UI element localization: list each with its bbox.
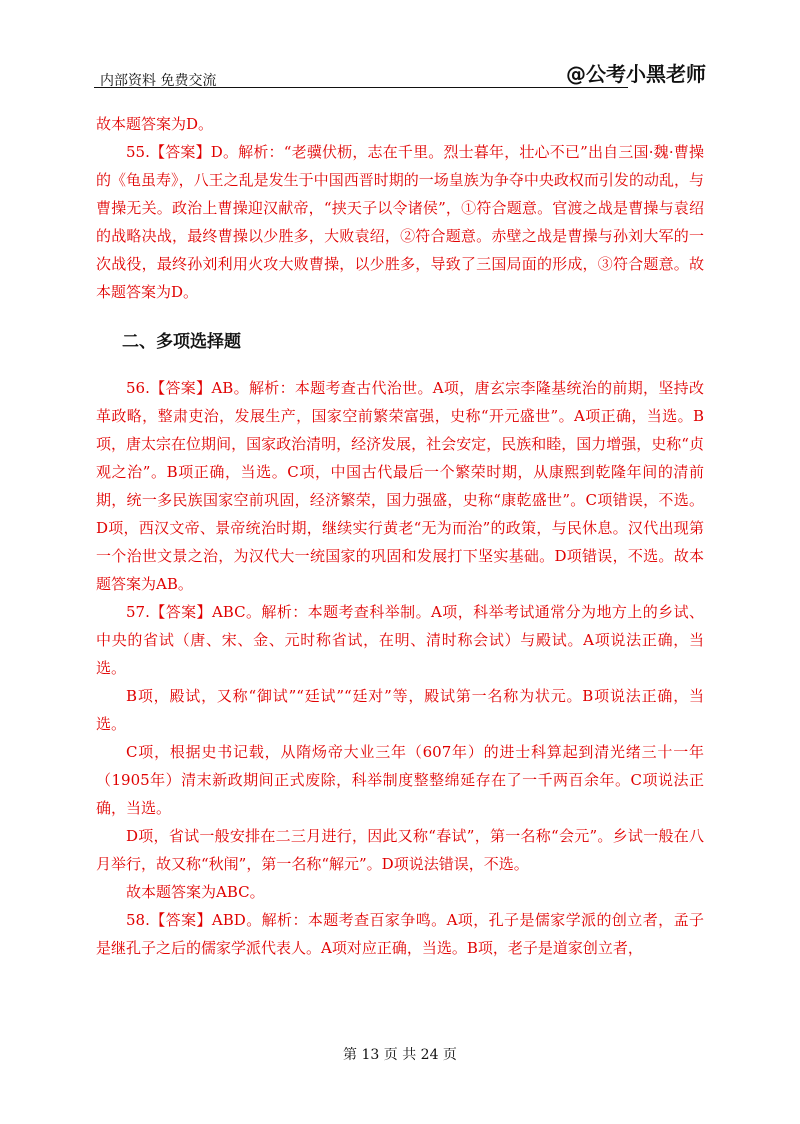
page-content — [96, 110, 704, 962]
answer-paragraph: D项，省试一般安排在二三月进行，因此又称“春试”，第一名称“会元”。乡试一般在八月举行，故又称“秋闱”，第一名称“解元”。D项说法错误，不选。 — [96, 827, 704, 873]
answer-paragraph: 57.【答案】ABC。解析：本题考查科举制。A项，科举考试通常分为地方上的乡试、中央的省试（唐、宋、金、元时称省试，在明、清时称会试）与殿试。A项说法正确，当选。 — [96, 603, 704, 677]
answer-paragraph: 56.【答案】AB。解析：本题考查古代治世。A项，唐玄宗李隆基统治的前期，坚持改革政略，整肃吏治，发展生产，国家空前繁荣富强，史称“开元盛世”。A项正确，当选。B项，唐太宗在位期间，国家政治清明，经济发展，社会安定，民族和睦，国力增强，史称“贞观之治”。B项正确，当选。C项，中国古代最后一个繁荣时期，从康熙到乾隆年间的清前期，统一多民族国家空前巩固，经济繁荣，国力强盛，史称“康乾盛世”。C项错误，不选。D项，西汉文帝、景帝统治时期，继续实行黄老“无为而治”的政策，与民休息。汉代出现第一个治世文景之治，为汉代大一统国家的巩固和发展打下坚实基础。D项错误，不选。故本题答案为AB。 — [96, 379, 704, 593]
page-footer: 第 13 页 共 24 页 — [343, 1047, 457, 1063]
section-title: 二、多项选择题 — [122, 332, 241, 352]
header-right-text: @公考小黑老师 — [566, 62, 706, 86]
page-header — [94, 58, 706, 90]
answer-paragraph: 55.【答案】D。解析：“老骥伏枥，志在千里。烈士暮年，壮心不已”出自三国·魏·曹操的《龟虽寿》，八王之乱是发生于中国西晋时期的一场皇族为争夺中央政权而引发的动乱，与曹操无关。政治上曹操迎汉献帝，“挟天子以令诸侯”，①符合题意。官渡之战是曹操与袁绍的战略决战，最终曹操以少胜多，大败袁绍，②符合题意。赤壁之战是曹操与孙刘大军的一次战役，最终孙刘利用火攻大败曹操，以少胜多，导致了三国局面的形成，③符合题意。故本题答案为D。 — [96, 143, 704, 301]
answer-paragraph: 故本题答案为D。 — [96, 115, 214, 133]
answer-paragraph: C项，根据史书记载，从隋炀帝大业三年（607年）的进士科算起到清光绪三十一年（1905年）清末新政期间正式废除，科举制度整整绵延存在了一千两百余年。C项说法正确，当选。 — [96, 743, 704, 817]
answer-paragraph: 58.【答案】ABD。解析：本题考查百家争鸣。A项，孔子是儒家学派的创立者，孟子是继孔子之后的儒家学派代表人。A项对应正确，当选。B项，老子是道家创立者， — [96, 911, 704, 957]
header-rule — [94, 87, 628, 88]
header-left-text: 内部资料 免费交流 — [100, 73, 217, 89]
answer-paragraph: B项，殿试，又称“御试”“廷试”“廷对”等，殿试第一名称为状元。B项说法正确，当选。 — [96, 687, 704, 733]
answer-paragraph: 故本题答案为ABC。 — [126, 883, 265, 901]
